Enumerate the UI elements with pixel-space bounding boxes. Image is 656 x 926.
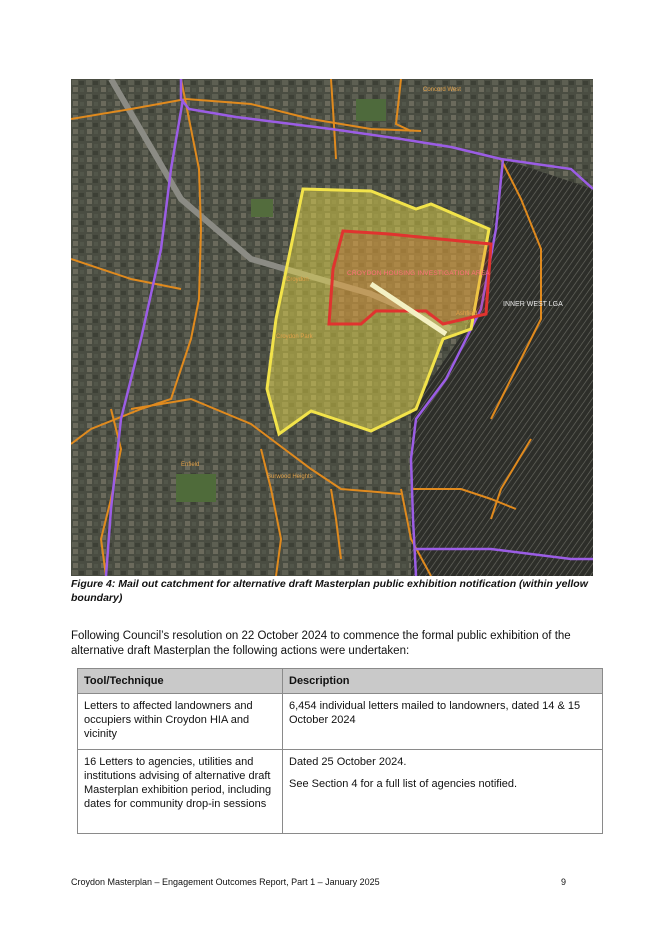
suburb-label-top: Concord West — [423, 87, 461, 93]
inner-west-label: INNER WEST LGA — [503, 301, 563, 308]
tool-cell: Letters to affected landowners and occupiers within Croydon HIA and vicinity — [78, 694, 283, 750]
suburb-label-middle: Croydon Park — [276, 334, 313, 340]
park-area — [176, 474, 216, 502]
catchment-map — [71, 79, 593, 576]
hia-label: CROYDON HOUSING INVESTIGATION AREA — [347, 270, 490, 277]
column-header-description: Description — [283, 669, 603, 694]
suburb-label-burwood-heights: Burwood Heights — [267, 474, 313, 480]
column-header-tool: Tool/Technique — [78, 669, 283, 694]
table-row — [78, 750, 603, 834]
description-cell — [283, 694, 603, 750]
suburb-label-ashfield: Ashfield — [456, 311, 478, 317]
tool-cell: 16 Letters to agencies, utilities and institutions advising of alternative draft Masterplan exhibition period, including dates for community drop-in sessions — [78, 750, 283, 834]
description-text: Dated 25 October 2024. — [289, 756, 407, 768]
park-area — [356, 99, 386, 121]
intro-paragraph: Following Council’s resolution on 22 October 2024 to commence the formal public exhibition of the alternative draft Masterplan the following actions were undertaken: — [71, 630, 571, 657]
suburb-label-croydon: Croydon — [286, 277, 309, 283]
description-text: See Section 4 for a full list of agencies notified. — [289, 778, 518, 790]
description-text: 6,454 individual letters mailed to landowners, dated 14 & 15 October 2024 — [289, 700, 581, 726]
table-header-row — [78, 669, 603, 694]
table-row — [78, 694, 603, 750]
suburb-label-enfield: Enfield — [181, 462, 200, 468]
actions-table — [77, 668, 603, 834]
page-footer: Croydon Masterplan – Engagement Outcomes Report, Part 1 – January 2025 — [71, 877, 380, 887]
figure-caption: Figure 4: Mail out catchment for alternative draft Masterplan public exhibition notification (within yellow boundary) — [71, 578, 588, 604]
page-number: 9 — [561, 877, 567, 887]
map-graphic — [71, 79, 593, 576]
park-area — [251, 199, 273, 217]
description-cell — [283, 750, 603, 834]
